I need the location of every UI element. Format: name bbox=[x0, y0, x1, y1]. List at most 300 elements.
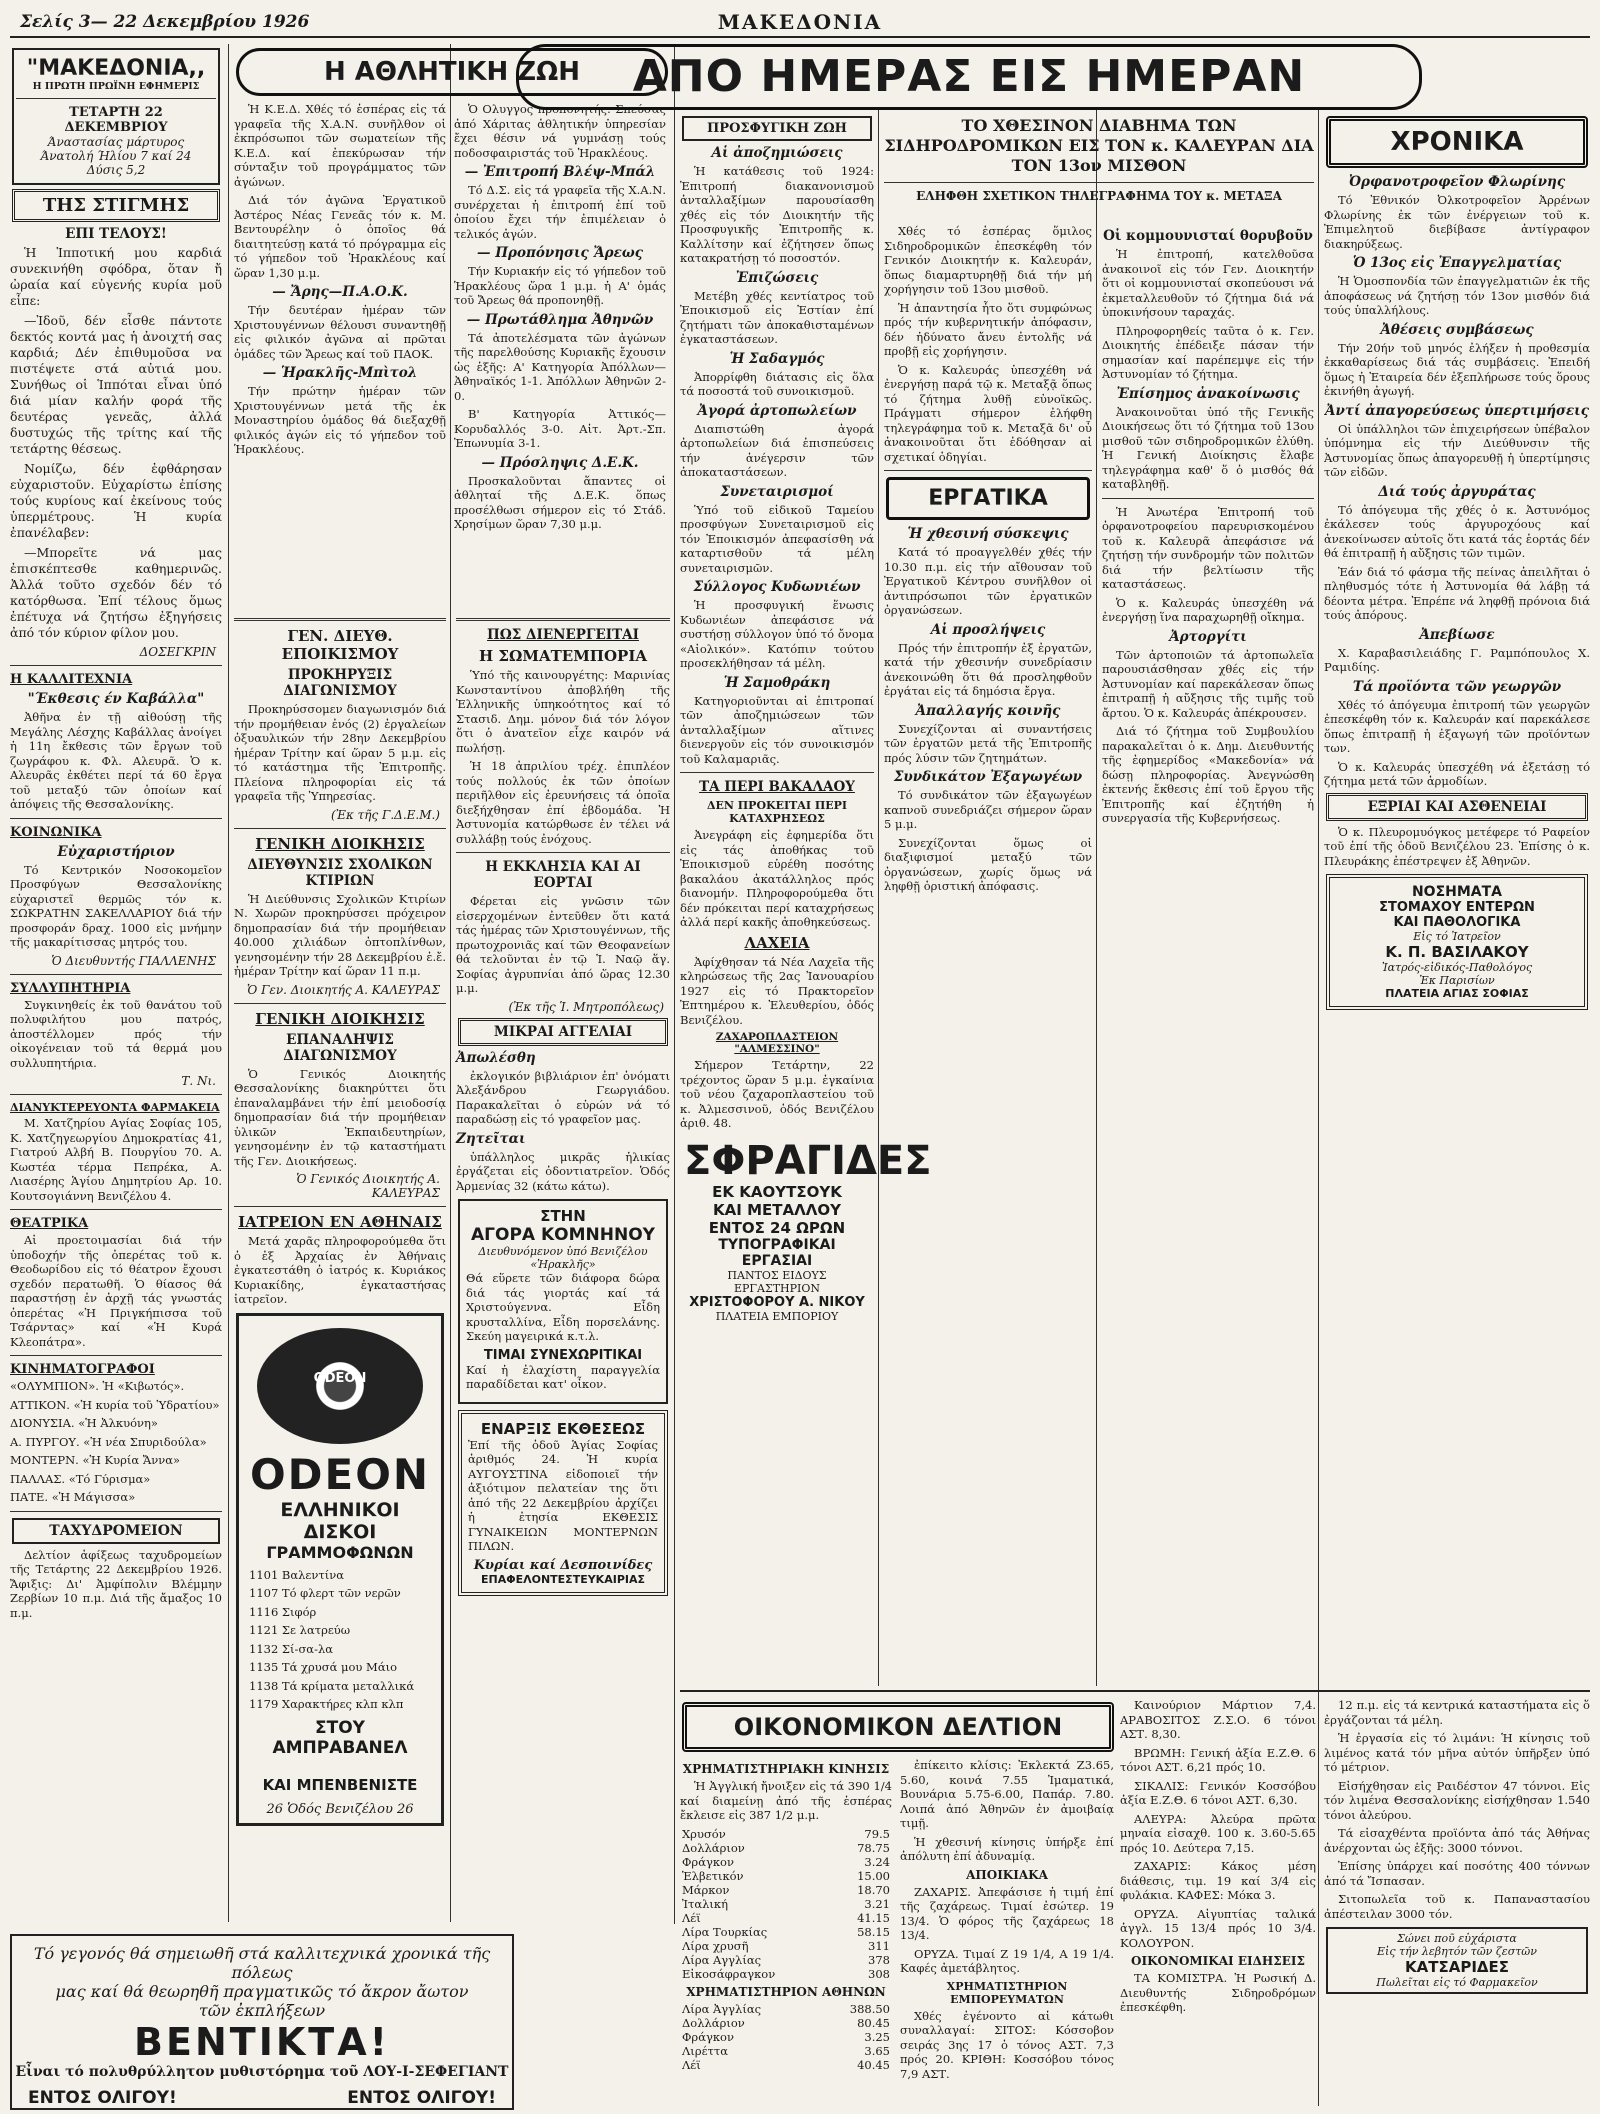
commodity-text: ΣΙΚΑΛΙΣ: Γενικόν Κοσσόβου ἀξία Ε.Ζ.Θ. 6 τόνοι ΑΣΤ. 6,30. bbox=[1120, 1778, 1316, 1807]
classifieds-heading: ΜΙΚΡΑΙ ΑΓΓΕΛΙΑΙ bbox=[493, 1023, 633, 1040]
postal-heading: ΤΑΧΥΔΡΟΜΕΙΟΝ bbox=[12, 1518, 220, 1544]
rate-name: Δολλάριον bbox=[682, 1840, 745, 1855]
venticta-line: Τό γεγονός θά σημειωθῆ στά καλλιτεχνικά χρονικά τῆς πόλεως bbox=[33, 1944, 491, 1982]
bakers-text: Τῶν ἀρτοποιῶν τά ἀρτοπωλεῖα παρουσιάσθησαν χθές εἰς τήν Ἀστυνομίαν καί παρεκάλεσαν ὅπως ἐπιτραπῇ ἡ αὔξησις τῆς τιμῆς τοῦ ἄρτου. Ὁ κ. Καλευράς ἀπέκρουσεν. bbox=[1102, 647, 1314, 720]
church-text: Φέρεται εἰς γνῶσιν τῶν εἰσερχομένων ἐντεῦθεν ὅτι κατά τάς ἡμέρας τῶν Χριστουγέννων, τῆς πρωτοχρονιᾶς καί τῶν Θεοφανείων θά τελοῦνται ἐν τῷ Ἱ. Ναῷ ἅγ. Σοφίας ἀγρυπνίαι ἀπό ὥρας 12.30 μ.μ. bbox=[456, 894, 670, 995]
notice-signature: Ὁ Γεν. Διοικητής Α. ΚΑΛΕΥΡΑΣ bbox=[246, 982, 440, 997]
rate-value: 308 bbox=[868, 1966, 890, 1981]
wanted-heading: Ζητεῖται bbox=[456, 1130, 526, 1147]
arts-subheading: "Έκθεσις έν Καβάλλα" bbox=[27, 691, 205, 707]
column-rule bbox=[228, 44, 229, 1922]
athletic-text: Ἡ Κ.Ε.Δ. Χθές τό ἑσπέρας εἰς τά γραφεῖα τῆς Χ.Α.Ν. συνῆλθον οἱ ἐκπρόσωποι τῶν σωματείων τῆς Κ.Ε.Δ. καί ἐπεκύρωσαν τήν σύνταξιν τοῦ προγράμματος τῶν ἀγώνων. bbox=[234, 102, 446, 189]
stamps-line: ΠΑΝΤΟΣ ΕΙΔΟΥΣ bbox=[727, 1268, 827, 1282]
doctor-line: ΣΤΟΜΑΧΟΥ ΕΝΤΕΡΩΝ bbox=[1379, 900, 1535, 915]
notice-text: Προκηρύσσομεν διαγωνισμόν διά τήν προμήθειαν ἐνός (2) ἐργαλείων ὀξυαυλικών τήν 28ην Δεκεμβρίου ἡμέραν Τρίτην καί ὥραν 5 μ.μ. εἰς τό κατάστημα τῆς Ἐπιτροπῆς. Πλείονα πληροφορίαι εἰς τά γραφεῖα τῆς Ὑπηρεσίας. bbox=[234, 702, 446, 803]
notice-signature: (Ἐκ τῆς Γ.Δ.Ε.Μ.) bbox=[331, 807, 440, 822]
rate-name: Λίρα Ἀγγλίας bbox=[682, 2001, 762, 2016]
trade-heading: Η ΣΩΜΑΤΕΜΠΟΡΙΑ bbox=[479, 647, 647, 665]
condolences-text: Συγκινηθείς ἐκ τοῦ θανάτου τοῦ πολυφιλήτου μου πατρός, ἀποστέλλομεν πρός τήν οἰκογένειαν τοῦ τά θερμά μου συλλυπητήρια. bbox=[10, 997, 222, 1070]
cinema-heading: ΚΙΝΗΜΑΤΟΓΡΑΦΟΙ bbox=[10, 1362, 155, 1377]
rate-value: 58.15 bbox=[857, 1924, 890, 1939]
communists-heading: Οἱ κομμουνισταί θορυβοῦν bbox=[1103, 228, 1313, 244]
doctor-address: ΠΛΑΤΕΙΑ ΑΓΙΑΣ ΣΟΦΙΑΣ bbox=[1385, 987, 1529, 1000]
goods-exchange-heading: ΧΡΗΜΑΤΙΣΤΗΡΙΟΝ ΕΜΠΟΡΕΥΜΑΤΩΝ bbox=[946, 1979, 1068, 2006]
stigmi-text: Νομίζω, δέν ἐφθάρησαν εὐχαριστοῦν. Εὐχαρίστω ἐπίσης τούς κυρίους καί ἐκείνους τούς ὑπερμέτρους. Ἡ κυρία ἐπανέλαβεν: bbox=[10, 461, 222, 540]
athletic-text: Τό Δ.Σ. εἰς τά γραφεῖα τῆς Χ.Α.Ν. συνέρχεται ἡ ἐπιτροπή ἐπί τοῦ ὁποίου ἔχει τήν ἐπιμέλειαν ὁ τελικός ἀγών. bbox=[454, 183, 666, 241]
lottery-heading: ΛΑΧΕΙΑ bbox=[744, 933, 810, 952]
economic-divider bbox=[680, 1690, 1590, 1692]
rate-name: Ἰταλική bbox=[682, 1896, 728, 1911]
cinema-item: ΑΤΤΙΚΟΝ. «Ἡ κυρία τοῦ Ὑδρατίου» bbox=[10, 1397, 220, 1412]
athletic-right bbox=[454, 102, 666, 536]
cinema-item: ΔΙΟΝΥΣΙΑ. «Ἡ Ἀλκυόνη» bbox=[10, 1416, 158, 1430]
chronicles-subheading: Ἀπεβίωσε bbox=[1419, 626, 1495, 643]
record-item: 1179 Χαρακτήρες κλπ κλπ bbox=[249, 1697, 404, 1711]
athletic-title: Η ΑΘΛΗΤΙΚΗ ΖΩΗ bbox=[236, 48, 668, 96]
announcement-text: Ἀνακοινοῦται ὑπό τῆς Γενικῆς Διοικήσεως ὅτι τό ζήτημα τοῦ 13ου μισθοῦ τῶν σιδηροδρομικῶν ἐλύθη. Ἡ Γενική Διοίκησις ἔλαβε τηλεγράφημα καθ' ὅ ὁ μισθός θά καταβληθῇ. bbox=[1102, 404, 1314, 491]
cinema-item: Α. ΠΥΡΓΟΥ. «Ἡ νέα Σπυριδούλα» bbox=[10, 1434, 207, 1449]
railway-headline bbox=[884, 112, 1314, 232]
director-text: Διά τό ζήτημα τοῦ Συμβουλίου παρακαλεῖται ὁ κ. Δημ. Διευθυντής τῆς ἐφημερίδος «Μακεδονία» νά δώσῃ πληροφορίας. Ἀνεγνώσθη ἐκτενής ἔκθεσις ἐπί τοῦ ἔργου τῆς Ἐπιτροπῆς καί ἐζητήθη ἡ συνεργασία τῆς Κυβερνήσεως. bbox=[1102, 724, 1314, 825]
port-text: 12 π.μ. εἰς τά κεντρικά καταστήματα εἰς ὅ ἐργάζονται τά μέλη. bbox=[1324, 1698, 1590, 1727]
travels-text: Ὁ κ. Πλευρομυόγκος μετέφερε τό Ραφείον τοῦ ἐπί τῆς ὁδοῦ Βενιζέλου 23. Ἐπίσης ὁ κ. Πλευράκης ἐπέστρεψεν ἐξ Ἀθηνῶν. bbox=[1324, 824, 1590, 868]
chronicles-text: Οἱ ὑπάλληλοι τῶν ἐπιχειρήσεων ὑπέβαλον ὑπόμνημα εἰς τήν Διεύθυνσιν τῆς Ἀστυνομίας ὅπως ἀπαγορευθῇ ἡ ὑπερτίμησις τῶν εἰδῶν. bbox=[1324, 421, 1590, 479]
rate-name: Λίρα Αγγλίας bbox=[682, 1952, 762, 1967]
exhibition-footer: Κυρίαι καί Δεσποινίδες bbox=[473, 1557, 653, 1573]
notice-text: Ἡ Διεύθυνσις Σχολικῶν Κτιρίων Ν. Χωρῶν προκηρύσσει πρόχειρον δημοπρασίαν διά τήν προμήθειαν 40.000 χιλιάδων ὀπτοπλίνθων, γενησομένην τήν 28 Δεκεμβρίου ἐ.ἔ. ἡμέραν Τρίτην καί ὥραν 11 π.μ. bbox=[234, 891, 446, 978]
refugee-text: Ἀπορρίφθη διάτασις εἰς ὅλα τά ποσοστά τοῦ συνοικισμοῦ. bbox=[680, 369, 874, 398]
record-item: 1101 Βαλεντίνα bbox=[249, 1567, 345, 1582]
notice-heading: ΙΑΤΡΕΙΟΝ ΕΝ ΑΘΗΝΑΙΣ bbox=[238, 1213, 442, 1231]
venticta-line: τῶν ἐκπλήξεων bbox=[198, 2001, 326, 2020]
labour-subheading: Ἡ χθεσινή σύσκεψις bbox=[907, 526, 1069, 542]
refugee-text: Διαπιστώθη ἀγορά ἀρτοπωλείων διά ἐπισπεύσεις τήν ἀνέγερσιν τῶν ἀποκαταστάσεων. bbox=[680, 421, 874, 479]
edition-day: ΤΕΤΑΡΤΗ 22 ΔΕΚΕΜΒΡΙΟΥ bbox=[64, 105, 168, 135]
rate-value: 3.25 bbox=[864, 2029, 890, 2044]
rate-row bbox=[680, 1925, 892, 1939]
social-signature: Ὁ Διευθυντής ΓΙΑΛΛΕΝΗΣ bbox=[51, 953, 216, 968]
cinema-item: ΜΟΝΤΕΡΝ. «Ἡ Κυρία Ἄννα» bbox=[10, 1453, 181, 1467]
rate-name: Δολλάριον bbox=[682, 2015, 745, 2030]
odeon-subtitle: ΕΛΛΗΝΙΚΟΙ ΔΙΣΚΟΙ bbox=[280, 1498, 400, 1543]
commodity-text: ΟΡΥΖΑ. Αἰγυπτίας ταλικά ἀγγλ. 15 13/4 πρός 10 3/4. ΚΟΛΟΥΡΟΝ. bbox=[1120, 1906, 1316, 1950]
railway-heading: ΤΟ ΧΘΕΣΙΝΟΝ ΔΙΑΒΗΜΑ ΤΩΝ ΣΙΔΗΡΟΔΡΟΜΙΚΩΝ ΕΙΣ ΤΟΝ κ. ΚΑΛΕΥΡΑΝ ΔΙΑ ΤΟΝ 13ον ΜΙΣΘΟΝ bbox=[884, 116, 1314, 175]
rate-row bbox=[680, 1897, 892, 1911]
church-signature: (Ἐκ τῆς Ἱ. Μητροπόλεως) bbox=[508, 999, 664, 1014]
venticta-title: ΒΕΝΤΙΚΤΑ! bbox=[134, 2020, 390, 2064]
column-rule bbox=[1318, 108, 1319, 2106]
patisserie-heading: ΖΑΧΑΡΟΠΛΑΣΤΕΙΟΝ "ΑΛΜΕΣΣΙΝΟ" bbox=[715, 1031, 839, 1055]
refugee-text: Μετέβη χθές κεντίατρος τοῦ Ἐποικισμοῦ εἰς Ἑστίαν ἐπί ζητήματι τῶν ἀποκαθισταμένων ἐγκαταστάσεων. bbox=[680, 288, 874, 346]
cod-heading: ΤΑ ΠΕΡΙ ΒΑΚΑΛΑΟΥ bbox=[699, 779, 855, 795]
rate-name: Λέϊ bbox=[682, 1910, 701, 1925]
rate-value: 41.15 bbox=[857, 1910, 890, 1925]
notice-text: Ὁ Γενικός Διοικητής Θεσσαλονίκης διακηρύττει ὅτι ἐπαναλαμβάνει τήν ἐπί μειοδοσίᾳ δημοπρασίαν διά τήν προμήθειαν ὑλικῶν Ἐκπαιδευτηρίων, γενησομένην ἐν τῷ καταστήματι τῆς Γεν. Διοικήσεως. bbox=[234, 1066, 446, 1168]
refugee-text: Ὑπό τοῦ εἰδικοῦ Ταμείου προσφύγων Συνεταιρισμοῦ εἰς τόν Ἐποικισμόν ἀπεφασίσθη νά καταρτισθοῦν τά μέλη συνεταιρισμῶν. bbox=[680, 502, 874, 575]
rate-name: Χρυσόν bbox=[682, 1826, 726, 1841]
doctor-line: ΚΑΙ ΠΑΘΟΛΟΓΙΚΑ bbox=[1393, 915, 1521, 930]
chronicles-text: Χθές τό ἀπόγευμα ἐπιτροπή τῶν γεωργῶν ἐπεσκέφθη τόν κ. Καλευράν καί παρεκάλεσε ὅπως ἐπιτραπῇ ἡ ἐξαγωγή τῶν προϊόντων των. bbox=[1324, 697, 1590, 755]
rate-value: 3.21 bbox=[864, 1896, 890, 1911]
rate-row bbox=[680, 2058, 892, 2072]
stigmi-text: Ἡ Ἱπποτική μου καρδιά συνεκινήθη σφόδρα, ὅταν ἤ ὠραία καί εὐγενής κυρία μοῦ εἶπε: bbox=[10, 245, 222, 308]
notice-heading: ΓΕΝ. ΔΙΕΥΘ. ΕΠΟΙΚΙΣΜΟΥ bbox=[281, 627, 399, 663]
record-item: 1116 Σιφόρ bbox=[249, 1604, 317, 1619]
wanted-text: ὑπάλληλος μικρᾶς ἡλικίας ἐργάζεται εἰς ὀδοντιατρεῖον. Ὁδός Ἀρμενίας 32 (κάτω κάτω). bbox=[456, 1149, 670, 1193]
athens-heading: ΧΡΗΜΑΤΙΣΤΗΡΙΟΝ ΑΘΗΝΩΝ bbox=[686, 1984, 886, 1999]
chronicles-subheading: Τά προϊόντα τῶν γεωργῶν bbox=[1352, 678, 1562, 695]
orphanage-text: Ἡ Ἀνωτέρα Ἐπιτροπή τοῦ ὀρφανοτροφείου παρευρισκομένου τοῦ κ. Καλευρᾶ ἀπεφάσισε νά ζητήσῃ τήν συνδρομήν τῶν πολιτῶν διά τήν βελτίωσιν τῆς καταστάσεως. bbox=[1102, 504, 1314, 591]
cinema-item: «ΟΛΥΜΠΙΟΝ». Ἡ «Κιβωτός». bbox=[10, 1379, 185, 1393]
refugee-text: Ἡ κατάθεσις τοῦ 1924: Ἐπιτροπή διακανονισμοῦ ἀνταλλαξίμων παρουσίασθη χθές εἰς τόν Διοικητήν τῆς Προσφυγικῆς Ἐπιτροπῆς κ. Καλλίτσην καί ἐζήτησεν ὅπως κατακρατήσῃ τό ποσοστόν. bbox=[680, 164, 874, 265]
rate-row bbox=[680, 2002, 892, 2016]
stamps-line: ΚΑΙ ΜΕΤΑΛΛΟΥ bbox=[713, 1200, 841, 1219]
chronicles-subheading: Διά τούς ἀργυράτας bbox=[1378, 483, 1536, 500]
rate-value: 311 bbox=[868, 1938, 890, 1953]
refugee-subheading: Σύλλογος Κυδωνιέων bbox=[693, 579, 861, 595]
economic-left bbox=[680, 1758, 892, 2085]
port-text: Σιτοπωλεῖα τοῦ κ. Παπαναστασίου ἀπέστειλαν 3000 τόν. bbox=[1324, 1892, 1590, 1921]
newspaper-page bbox=[10, 8, 1590, 2106]
lost-text: ἐκλογικόν βιβλιάριον ἐπ' ὀνόματι Ἀλεξάνδρου Γεωργιάδου. Παρακαλεῖται ὁ εὑρών νά τό παραδώσῃ εἰς τό γραφεῖον μας. bbox=[456, 1068, 670, 1126]
athletic-text: Τήν δευτέραν ἡμέραν τῶν Χριστουγέννων θέλουσι συναντηθῇ εἰς φιλικόν ἀγῶνα αἱ πρῶται ὁμάδες τῶν Ἄρεως καί τοῦ ΠΑΟΚ. bbox=[234, 303, 446, 361]
stamps-line: ΧΡΙΣΤΟΦΟΡΟΥ Α. ΝΙΚΟΥ bbox=[689, 1294, 865, 1310]
rate-value: 40.45 bbox=[857, 2057, 890, 2072]
rate-row bbox=[680, 2044, 892, 2058]
railway-text: Ἡ ἀπαντησία ἦτο ὅτι συμφώνως πρός τήν κυβερνητικήν ἀπόφασιν, δέν ἠδύνατο ἄνευ ἐντολῆς νά προβῇ εἰς χορήγησιν. bbox=[884, 300, 1092, 358]
rate-value: 78.75 bbox=[857, 1840, 890, 1855]
stamps-line: ΕΡΓΑΣΤΗΡΙΟΝ bbox=[733, 1281, 821, 1295]
rate-row bbox=[680, 2016, 892, 2030]
odeon-title: ODEON bbox=[249, 1449, 431, 1499]
rate-value: 388.50 bbox=[849, 2001, 890, 2016]
cod-subheading: ΔΕΝ ΠΡΟΚΕΙΤΑΙ ΠΕΡΙ ΚΑΤΑΧΡΗΣΕΩΣ bbox=[706, 799, 848, 825]
cockroach-line: Εἰς τήν λεβητόν τῶν ζεστῶν bbox=[1377, 1945, 1537, 1958]
agora-text: Θά εὕρετε τῶν διάφορα δώρα διά τάς γιορτάς καί τά Χριστούγεννα. Εἶδη κρυσταλλίνα, Εἶδη πορσελάνης. Σκεύη μαγειρικά κ.τ.λ. bbox=[466, 1271, 660, 1343]
athletic-text: Β' Κατηγορία Ἀττικός—Κορυδαλλός 3-0. Αἰτ. Ἀρτ.-Σπ. Ἐπωνυμία 3-1. bbox=[454, 407, 666, 450]
commodity-text: Καινούριον Μάρτιον 7,4. ΑΡΑΒΟΣΙΤΟΣ Ζ.Σ.Ο. 6 τόνοι ΑΣΤ. 8,30. bbox=[1120, 1698, 1316, 1741]
cockroach-line: Σώνει ποῦ εὐχάριστα bbox=[1397, 1932, 1517, 1945]
communists-text: Ἡ ἐπιτροπή, κατελθοῦσα ἀνακοινοῖ εἰς τόν Γεν. Διοικητήν ὅτι οἱ κομμουνισταί σκοπεύουσι νά ἐκμεταλλευθοῦν τό ζήτημα διά νά ὑποκινήσουν ταραχάς. bbox=[1102, 247, 1314, 319]
stamps-line: ΠΛΑΤΕΙΑ ΕΜΠΟΡΙΟΥ bbox=[715, 1309, 839, 1323]
exhibition-ad bbox=[458, 1410, 668, 1596]
athletic-columns bbox=[234, 102, 670, 536]
athletic-subhead: — Ἐπιτροπή Βλέψ-Μπάλ bbox=[464, 164, 656, 180]
rate-name: Λέϊ bbox=[682, 2057, 701, 2072]
doctor-ad bbox=[1326, 874, 1588, 1010]
rate-row bbox=[680, 1939, 892, 1953]
rate-name: Εἰκοσάφραγκον bbox=[682, 1966, 776, 1981]
masthead bbox=[10, 8, 1590, 38]
commodity-text: ΖΑΧΑΡΙΣ: Κάκος μέση διάθεσις, τιμ. 19 καί 3/4 εἰς φυλάκια. ΚΑΦΕΣ: Μόκα 3. bbox=[1120, 1859, 1316, 1902]
rate-value: 80.45 bbox=[857, 2015, 890, 2030]
column-rule bbox=[674, 44, 675, 1924]
day-to-day-title: ΑΠΟ ΗΜΕΡΑΣ ΕΙΣ ΗΜΕΡΑΝ bbox=[516, 44, 1422, 110]
condolences-heading: ΣΥΛΛΥΠΗΤΗΡΙΑ bbox=[10, 980, 131, 996]
rate-name: Λιρέττα bbox=[682, 2043, 729, 2058]
chronicles-text: Χ. Καραβασιλειάδης Γ. Ραμπόπουλος Χ. Ραμιδίης. bbox=[1324, 645, 1590, 674]
orphanage-text: Ὁ κ. Καλευράς ὑπεσχέθη νά ἐνεργήσῃ ἵνα παραχωρηθῇ οἴκημα. bbox=[1102, 595, 1314, 624]
edition-box bbox=[12, 48, 220, 185]
refugee-subheading: Ἡ Σαδαγμός bbox=[729, 350, 825, 367]
record-list bbox=[249, 1568, 431, 1712]
chronicles-text: Τό Ἐθνικόν Ὀλκοτροφεῖον Ἀρρένων Φλωρίνης ἐκ τῶν ἐνέργειων τοῦ κ. Ἐπιμελητοῦ διεβίβασε ἀντίγραφον διακηρύξεως. bbox=[1324, 193, 1590, 251]
economic-column-3 bbox=[1324, 1698, 1590, 2106]
rate-row bbox=[680, 1841, 892, 1855]
notice-heading: ΓΕΝΙΚΗ ΔΙΟΙΚΗΣΙΣ bbox=[255, 1009, 425, 1028]
notice-signature: Ὁ Γενικός Διοικητής Α. ΚΑΛΕΥΡΑΣ bbox=[296, 1172, 440, 1200]
railway-text: Ὁ κ. Καλευράς ὑπεσχέθη νά ἐνεργήσῃ παρά τῷ κ. Μεταξᾷ ὅπως τό ζήτημα λυθῇ εὐνοϊκῶς. Πράγματι σήμερον ἐλήφθη τηλεγράφημα τοῦ κ. Μεταξᾶ δι' οὗ ἀνακοινοῦται ὅτι ἐδόθησαν αἱ σχετικαί ὁδηγίαι. bbox=[884, 362, 1092, 464]
stock-text: Ἡ Ἀγγλική ἤνοιξεν εἰς τά 390 1/4 καί διαμείνῃ ἀπό τῆς ἑσπέρας ἔκλεισε εἰς 387 1/2 μ.μ. bbox=[680, 1779, 892, 1822]
rate-row bbox=[680, 1953, 892, 1967]
economic-title: ΟΙΚΟΝΟΜΙΚΟΝ ΔΕΛΤΙΟΝ bbox=[682, 1702, 1114, 1752]
chronicles-text: Τό ἀπόγευμα τῆς χθές ὁ κ. Ἀστυνόμος ἐκάλεσεν τούς ἀργυροχόους καί ἀνεκοίνωσεν αὐτοῖς ὅτι κατά τάς ἑορτάς δέν θά ἐπιτραπῇ ἡ αὔξησις τῶν τιμῶν. bbox=[1324, 502, 1590, 560]
column-rule bbox=[1096, 108, 1097, 1686]
column-notices bbox=[234, 612, 446, 1924]
refugee-text: Κατηγοριοῦνται αἱ ἐπιτροπαί τῶν ἀποζημιώσεων τῶν ἀνταλλαξίμων αἵτινες διενεργοῦν εἰς τόν συνοικισμόν τοῦ Καλαμαριᾶς. bbox=[680, 693, 874, 766]
labour-subheading: Αἱ προσλήψεις bbox=[930, 621, 1046, 638]
rate-name: Ἑλβετικόν bbox=[682, 1868, 744, 1883]
commodity-text: ΤΑ ΚΟΜΙΣΤΡΑ. Ἡ Ρωσική Δ. Διευθυντής Σιδηροδρόμων ἐπεσκέφθη. bbox=[1120, 1971, 1316, 2014]
stamps-line: ΤΥΠΟΓΡΑΦΙΚΑΙ ΕΡΓΑΣΙΑΙ bbox=[718, 1236, 836, 1269]
port-text: Τά εἰσαχθέντα προϊόντα ἀπό τάς Ἀθήνας ἀνέρχονται ὡς ἑξῆς: 3000 τόννοι. bbox=[1324, 1826, 1590, 1855]
chronicles-text: Ἐάν διά τό φάσμα τῆς πείνας ἀπειλῆται ὁ πληθυσμός τότε ἡ Ἀστυνομία θά λάβῃ τά δέοντα μέτρα. Ἐπρέπε νά ληφθῇ πρόνοια διά τούς ἀπόρους. bbox=[1324, 564, 1590, 622]
labour-text: Πρός τήν ἐπιτροπήν ἐξ ἐργατῶν, κατά τήν χθεσινήν συνεδρίασιν ἀνεκοινώθη ὅτι θά προσληφθοῦν ἐργάται εἰς τά δημόσια ἔργα. bbox=[884, 640, 1092, 698]
column-chronicles bbox=[1324, 112, 1590, 1686]
rate-row bbox=[680, 2030, 892, 2044]
column-refugee bbox=[680, 112, 932, 1686]
cockroach-title: ΚΑΤΣΑΡΙΔΕΣ bbox=[1405, 1958, 1509, 1976]
odeon-ad bbox=[236, 1313, 444, 1826]
port-text: Εἰσήχθησαν εἰς Ραιδέστον 47 τόννοι. Εἰς τόν λιμένα Θεσσαλονίκης εἰσήχθησαν 1.540 τόνοι ἀλεύρου. bbox=[1324, 1778, 1590, 1822]
arts-heading: Η ΚΑΛΛΙΤΕΧΝΙΑ bbox=[10, 672, 133, 687]
trade-heading: ΠΩΣ ΔΙΕΝΕΡΓΕΙΤΑΙ bbox=[487, 627, 639, 643]
labour-text: Συνεχίζονται αἱ συναντήσεις τῶν ἐργατῶν μετά τῆς Ἐπιτροπῆς πρός λύσιν τῶν ζητημάτων. bbox=[884, 721, 1092, 765]
venticta-soon-left: ΕΝΤΟΣ ΟΛΙΓΟΥ! bbox=[28, 2088, 177, 2108]
athletic-subhead: — Προπόνησις Ἄρεως bbox=[477, 245, 643, 261]
rate-row bbox=[680, 1869, 892, 1883]
refugee-text: Ἡ προσφυγική ἕνωσις Κυδωνιέων ἀπεφάσισε νά συστήσῃ σύλλογον ὑπό τό ὄνομα «Αἰολικόν». Κατόπιν τούτου προσεκλήθησαν τά μέλη. bbox=[680, 598, 874, 670]
notice-heading: ΓΕΝΙΚΗ ΔΙΟΙΚΗΣΙΣ bbox=[255, 834, 425, 853]
cockroach-ad bbox=[1326, 1927, 1588, 1994]
stamps-ad bbox=[682, 1137, 932, 1325]
refugee-heading: ΠΡΟΣΦΥΓΙΚΗ ΖΩΗ bbox=[682, 116, 872, 141]
gramophone-record-icon bbox=[257, 1328, 423, 1444]
patisserie-text: Σήμερον Τετάρτην, 22 τρέχοντος ὥραν 5 μ.μ. ἐγκαίνια τοῦ νέου ζαχαροπλαστείου τοῦ κ. Ἀλμεσσινοῦ, ὁδός Βενιζέλου ἀριθ. 48. bbox=[680, 1058, 874, 1130]
notice-subheading: ΕΠΑΝΑΛΗΨΙΣ ΔΙΑΓΩΝΙΣΜΟΥ bbox=[283, 1031, 397, 1064]
odeon-subtitle: ΓΡΑΜΜΟΦΩΝΩΝ bbox=[266, 1542, 414, 1562]
paper-title: ΜΑΚΕΔΟΝΙΑ bbox=[717, 10, 883, 34]
saint-day: Άναστασίας μάρτυρος bbox=[47, 135, 185, 149]
venticta-ad bbox=[10, 1934, 514, 2110]
rate-row bbox=[680, 1827, 892, 1841]
labour-heading: ΕΡΓΑΤΙΚΑ bbox=[886, 477, 1090, 520]
cod-text: Ἀνεγράφη εἰς ἐφημερίδα ὅτι εἰς τάς ἀποθήκας τοῦ Ἐποικισμοῦ εὑρέθη ποσότης βακαλάου ἀκατάλληλος πρός διανομήν. Πληροφορούμεθα ὅτι δέν πρόκειται περί καταχρήσεως ἀλλά περί κακῆς ἀποθηκεύσεως. bbox=[680, 828, 874, 929]
notice-subheading: ΠΡΟΚΗΡΥΞΙΣ ΔΙΑΓΩΝΙΣΜΟΥ bbox=[283, 667, 397, 699]
rate-value: 3.24 bbox=[864, 1854, 890, 1869]
arts-text: Ἀθῆνα ἐν τῇ αἰθούσῃ τῆς Μεγάλης Λέσχης Καβάλλας ἀνοίγει ἡ 11η ἔκθεσις τῶν ἔργων τοῦ ζωγράφου κ. Φλ. Αλευρᾶ. Ὁ κ. Αλευρᾶς ἐκθέτει περί τά 60 ἔργα τοῦ μεταξύ τῶν ὁποίων καί ἀπόψεις τῆς Θεσσαλονίκης. bbox=[10, 710, 222, 811]
doctor-line: Εἰς τό Ἰατρεῖον bbox=[1413, 930, 1501, 943]
econ-news-heading: ΟΙΚΟΝΟΜΙΚΑΙ ΕΙΔΗΣΕΙΣ bbox=[1131, 1954, 1305, 1968]
athletic-text: Τά ἀποτελέσματα τῶν ἀγώνων τῆς παρελθούσης Κυριακῆς ἔχουσιν ὡς ἑξῆς: Α' Κατηγορία Ἀπόλλων—Ἀθηναϊκός 1-1. Ἀπόλλων Ἀθηνῶν 2-0. bbox=[454, 330, 666, 403]
record-label: ODEON bbox=[313, 1370, 367, 1386]
refugee-subheading: Ἀγορά ἀρτοπωλείων bbox=[697, 402, 857, 419]
refugee-subheading: Ἡ Σαμοθράκη bbox=[723, 674, 831, 691]
chronicles-text: Ὁ κ. Καλευράς ὑπεσχέθη νά ἐξετάσῃ τό ζήτημα μετά τῶν ἁρμοδίων. bbox=[1324, 759, 1590, 788]
notice-text: Μετά χαρᾶς πληροφορούμεθα ὅτι ὁ ἐξ Ἀρχαίας ἐν Ἀθήναις ἐγκατεστάθη ὁ ἰατρός κ. Κυριάκος Κυριακίδης, ἐγκαταστήσας ἰατρεῖον. bbox=[234, 1234, 446, 1306]
agora-delivery: Καί ἡ ἐλαχίστη παραγγελία παραδίδεται κατ' οἶκον. bbox=[466, 1362, 660, 1391]
cockroach-line: Πωλεῖται εἰς τό Φαρμακεῖον bbox=[1376, 1976, 1538, 1989]
edition-subtitle: Η ΠΡΩΤΗ ΠΡΩΪΝΗ ΕΦΗΜΕΡΙΣ bbox=[32, 81, 200, 92]
athletic-text: Ὁ Ολυγγος προπονητής. Σπεύσας ἀπό Χάριτας ἀθλητικήν ὑπηρεσίαν ἔχει θέσιν νά γυμνάσῃ τούς ποδοσφαιριστάς τοῦ Ἡρακλέους. bbox=[454, 102, 666, 160]
chronicles-subheading: Ὁ 13ος εἰς Ἐπαγγελματίας bbox=[1352, 255, 1562, 271]
store-address: 26 Ὁδός Βενιζέλου 26 bbox=[266, 1801, 414, 1817]
rate-name: Φράγκον bbox=[682, 1854, 734, 1869]
page-date: Σελίς 3— 22 Δεκεμβρίου 1926 bbox=[20, 12, 310, 32]
notice-subheading: ΔΙΕΥΘΥΝΣΙΣ ΣΧΟΛΙΚΩΝ ΚΤΙΡΙΩΝ bbox=[247, 856, 433, 889]
social-text: Τό Κεντρικόν Νοσοκομεῖον Προσφύγων Θεσσαλονίκης εὐχαριστεῖ θερμῶς τόν κ. ΣΩΚΡΑΤΗΝ ΣΑΚΕΛΛΑΡΙΟΥ διά τήν προσφοράν δραχ. 1000 εἰς μνήμην τῆς μακαρίτισσας μητρός του. bbox=[10, 862, 222, 949]
economic-column-2 bbox=[1120, 1698, 1316, 2106]
stigmi-text: —Ἰδοῦ, δέν εἶσθε πάντοτε δεκτός κοντά μας ἡ ἀνοιχτή σας καρδιά; Δέν ἐπιθυμοῦσα να πιστέψετε στά αὐτιά μου. Συνήθως οἱ Ἱππόται εἶναι ὑπό διά μίαν καλήν φορά τῆς δευτέρας γενεᾶς, ἀλλά δυστυχώς τῆς τρίτης καί τῆς τετάρτης θέσεως. bbox=[10, 313, 222, 456]
bakers-heading: Ἀρτοργίτι bbox=[1169, 628, 1247, 645]
rate-row bbox=[680, 1883, 892, 1897]
theatre-heading: ΘΕΑΤΡΙΚΑ bbox=[10, 1216, 89, 1231]
stigmi-title: ΤΗΣ ΣΤΙΓΜΗΣ bbox=[42, 195, 190, 216]
labour-subheading: Ἀπαλλαγής κοινῆς bbox=[915, 702, 1061, 719]
edition-title: "ΜΑΚΕΔΟΝΙΑ,, bbox=[26, 56, 206, 81]
labour-text: Συνεχίζονται ὅμως οἱ διαξιφισμοί μεταξύ τῶν ὀργανώσεων, χωρίς ὅμως νά ληφθῇ ὁριστική ἀπόφασις. bbox=[884, 835, 1092, 893]
agora-prices: ΤΙΜΑΙ ΣΥΝΕΧΩΡΙΤΙΚΑΙ bbox=[483, 1347, 643, 1363]
agora-title: ΑΓΟΡΑ ΚΟΜΝΗΝΟΥ bbox=[471, 1225, 655, 1245]
chronicles-text: Ἡ Ὁμοσπονδία τῶν ἐπαγγελματιῶν ἐκ τῆς ἀποφάσεως νά ζητήσῃ τόν 13ον μισθόν διά τούς ὑπαλλήλους. bbox=[1324, 274, 1590, 317]
stamps-line: ΕΝΤΟΣ 24 ΩΡΩΝ bbox=[708, 1218, 846, 1237]
athletic-text: Τήν πρώτην ἡμέραν τῶν Χριστουγέννων μετά τῆς ἐκ Μοναστηρίου ὁμάδος θά διεξαχθῇ φιλικός ἀγών εἰς τό γήπεδον τοῦ Ἡρακλέους. bbox=[234, 384, 446, 456]
commodity-text: ΑΛΕΥΡΑ: Ἀλεύρα πρῶτα μηναία εἰσαχθ. 100 κ. 3.60-5.65 πρός 10. Δεύτερα 7,15. bbox=[1120, 1811, 1316, 1855]
cinema-item: ΠΑΤΕ. «Ἡ Μάγισσα» bbox=[10, 1490, 136, 1504]
column-railway bbox=[884, 224, 1092, 1684]
rate-name: Λίρα χρυσῆ bbox=[682, 1938, 749, 1953]
exhibition-title: ΕΝΑΡΞΙΣ ΕΚΘΕΣΕΩΣ bbox=[480, 1419, 646, 1438]
column-communists bbox=[1102, 224, 1314, 1684]
commodity-text: ἐπίκειτο κλίσις: Ἐκλεκτά Ζ3.65, 5.60, κοινά 7.55 Ἰμαματικά, Βουνάρια 5.75-6.00, Παπάρ. 7.80. Λοιπά ἀπό Ἀθηνῶν ἐν ἀμοιβαίᾳ τιμῇ. bbox=[900, 1758, 1114, 1830]
travels-box bbox=[1326, 793, 1588, 821]
column-chronicle bbox=[10, 44, 222, 1924]
trade-text: Ἡ 18 ἀπριλίου τρέχ. ἐπιπλέον τούς πολλούς ἐκ τῶν ὁποίων περιῆλθον εἰς ἐρευνήσεις τά ὁποῖα διεξήχθησαν ἐπί ἑβδομάδα. Ἡ Ἀστυνομία κατώρθωσε ἐν τέλει νά συλλάβῃ τούς ἐνόχους. bbox=[456, 759, 670, 846]
stigmi-box bbox=[12, 189, 220, 222]
record-item: 1121 Σε λατρεύω bbox=[249, 1623, 351, 1637]
stigmi-subtitle: ΕΠΙ ΤΕΛΟΥΣ! bbox=[65, 226, 167, 242]
rate-value: 79.5 bbox=[864, 1826, 890, 1841]
record-item: 1132 Σί-σα-λα bbox=[249, 1641, 334, 1656]
commodity-text: ΒΡΩΜΗ: Γενική ἀξία Ε.Ζ.Θ. 6 τόνοι ΑΣΤ. 6,21 πρός 10. bbox=[1120, 1745, 1316, 1774]
travels-heading: ΕΞΡΙΑΙ ΚΑΙ ΑΣΘΕΝΕΙΑΙ bbox=[1367, 798, 1547, 815]
doctor-line: Ἰατρός-εἰδικός-Παθολόγος bbox=[1381, 961, 1533, 974]
commodity-text: ΟΡΥΖΑ. Τιμαί Ζ 19 1/4, Α 19 1/4. Καφές ἀμετάβλητος. bbox=[900, 1946, 1114, 1975]
condolences-signature: Τ. Νι. bbox=[181, 1074, 216, 1088]
cinema-list bbox=[10, 1379, 222, 1505]
rate-value: 18.70 bbox=[857, 1882, 890, 1897]
store-line: ΚΑΙ ΜΠΕΝΒΕΝΙΣΤΕ bbox=[262, 1775, 418, 1794]
commodity-text: Ἡ χθεσινή κίνησις ὑπήρξε ἐπί ἀπόλυτη ἐπί ἀδυναμίᾳ. bbox=[900, 1834, 1114, 1863]
refugee-subheading: Ἐπιζώσεις bbox=[735, 269, 819, 286]
cinema-item: ΠΑΛΛΑΣ. «Τό Γύρισμα» bbox=[10, 1471, 151, 1486]
rate-value: 3.65 bbox=[864, 2043, 890, 2058]
port-text: Ἡ ἐργασία εἰς τό λιμάνι: Ἡ κίνησις τοῦ λιμένος κατά τόν μῆνα αὐτόν ὑπῆρξεν ὑπό τό μέτριον. bbox=[1324, 1731, 1590, 1774]
doctor-name: Κ. Π. ΒΑΣΙΛΑΚΟΥ bbox=[1385, 943, 1529, 961]
pharmacies-text: Μ. Χατζηρίου Αγίας Σοφίας 105, Κ. Χατζηγεωργίου Δημοκρατίας 41, Γιατρού Αλβή Β. Πουργίου 70. Α. Κωστέα τέρμα Πεπρέκα, Α. Λιασέρης Ἁγίου Δημητρίου Αρ. 10. Κουτσογιάννη Βενιζέλου 4. bbox=[10, 1116, 222, 1203]
venticta-footer bbox=[28, 2088, 496, 2108]
economic-section bbox=[680, 1698, 1116, 2106]
church-heading: Η ΕΚΚΛΗΣΙΑ ΚΑΙ ΑΙ ΕΟΡΤΑΙ bbox=[485, 859, 641, 891]
agora-ad bbox=[458, 1199, 668, 1404]
rate-value: 15.00 bbox=[857, 1868, 890, 1883]
stamps-title: ΣΦΡΑΓΙΔΕΣ bbox=[684, 1137, 932, 1184]
athletic-left bbox=[234, 102, 446, 536]
athens-rates-table bbox=[680, 2002, 892, 2072]
economic-columns bbox=[680, 1758, 1116, 2085]
social-subheading: Εὐχαριστήριον bbox=[57, 843, 175, 860]
chronicles-subheading: Ὀρφανοτροφεῖον Φλωρίνης bbox=[1348, 174, 1566, 190]
rate-name: Φράγκον bbox=[682, 2029, 734, 2044]
sunrise: Άνατολή Ήλίου 7 καί 24 bbox=[40, 149, 192, 163]
athletic-subhead: — Ἄρης—Π.Α.Ο.Κ. bbox=[272, 284, 408, 300]
athletic-text: Προσκαλοῦνται ἅπαντες οἱ ἀθληταί τῆς Δ.Ε.Κ. ὅπως προσέλθωσι σήμερον εἰς τό Στάδ. Χρησίμων ὥραν 7,30 μ.μ. bbox=[454, 473, 666, 531]
commodity-text: Χθές ἐγένοντο αἱ κάτωθι συναλλαγαί: ΣΙΤΟΣ: Κόσσοβον σειράς 3ης 17 ὁ τόνος ΑΣΤ. 7,3 πρός 20. ΚΡΙΘΗ: Κοσσόβου τόνος 7,9 ΑΣΤ. bbox=[900, 2008, 1114, 2081]
commodity-text: ΖΑΧΑΡΙΣ. Ἀπεφάσισε ἡ τιμή ἐπί τῆς ζαχάρεως. Τιμαί ἐσώτερ. 19 13/4. Ὁ φόρος τῆς ζαχάρεως 18 13/4. bbox=[900, 1884, 1114, 1942]
doctor-line: Ἐκ Παρισίων bbox=[1419, 974, 1495, 987]
rate-row bbox=[680, 1911, 892, 1925]
stigmi-signature: ΔΟΣΕΓΚΡΙΝ bbox=[139, 645, 216, 659]
pharmacies-heading: ΔΙΑΝΥΚΤΕΡΕΥΟΝΤΑ ΦΑΡΜΑΚΕΙΑ bbox=[10, 1101, 220, 1114]
agora-note: Διευθυνόμενον ὑπό Βενιζέλου «Ἡρακλῆς» bbox=[478, 1245, 648, 1271]
port-text: Ἐπίσης ὑπάρχει καί ποσότης 400 τόννων ἀπό τά Ἴσπασαν. bbox=[1324, 1859, 1590, 1888]
venticta-line: μας καί θά θεωρηθῆ πραγματικῶς τό ἄκρον ἄωτον bbox=[55, 1982, 469, 2001]
announcement-heading: Ἐπίσημος ἀνακοίνωσις bbox=[1116, 385, 1300, 402]
rate-row bbox=[680, 1967, 892, 1981]
refugee-subheading: Συνεταιρισμοί bbox=[720, 483, 834, 500]
rates-table bbox=[680, 1827, 892, 1981]
rate-name: Λίρα Τουρκίας bbox=[682, 1924, 768, 1939]
colonial-heading: ΑΠΟΙΚΙΑΚΑ bbox=[966, 1867, 1048, 1882]
athletic-text: Διά τόν ἀγῶνα Ἐργατικοῦ Ἀστέρος Νέας Γενεᾶς τόν κ. Μ. Βεντουρέλην ὁ ὁποῖος θά διαιτητεύσῃ κατά τό πρόγραμμα εἰς τό γήπεδον τοῦ Ἡρακλέους καί ὥραν 1,30 μ.μ. bbox=[234, 193, 446, 280]
venticta-subtitle: Εἶναι τό πολυθρύλλητον μυθιστόρημα τοῦ ΛΟΥ-Ι-ΣΕΦΕΓΙΑΝΤ bbox=[15, 2064, 509, 2080]
postal-text: Δελτίον ἀφίξεως ταχυδρομείων τῆς Τετάρτης 22 Δεκεμβρίου 1926. Ἄφιξις: Δι' Ἀμφίπολιν Βλέμμην Ζερβίων 10 π.μ. Διά τῆς ἄμαξος 10 π.μ. bbox=[10, 1547, 222, 1620]
rate-name: Μάρκον bbox=[682, 1882, 730, 1897]
economic-right bbox=[900, 1758, 1114, 2085]
classifieds-box bbox=[458, 1018, 668, 1046]
column-rule bbox=[878, 108, 879, 1686]
record-item: 1135 Τά χρυσά μου Μάιο bbox=[249, 1660, 398, 1674]
stamps-line: ΕΚ ΚΑΟΥΤΣΟΥΚ bbox=[712, 1182, 842, 1201]
railway-subheading: ΕΛΗΦΘΗ ΣΧΕΤΙΚΟΝ ΤΗΛΕΓΡΑΦΗΜΑ ΤΟΥ κ. ΜΕΤΑΞΑ bbox=[916, 189, 1282, 203]
record-item: 1107 Τό φλερτ τῶν νερῶν bbox=[249, 1586, 401, 1600]
rate-row bbox=[680, 1855, 892, 1869]
stigmi-text: —Μπορεῖτε νά μας ἐπισκέπτεσθε καθημερινῶς. Ἀλλά τοῦτο σχεδόν δέν τό κατόρθωσα. Ἐπί τέλους ὅμως ἐπέτυχα νά ζητήσω ἐξηγήσεις ἀπό τόν κύριον φίλον μου. bbox=[10, 545, 222, 640]
lottery-text: Ἀφίχθησαν τά Νέα Λαχεῖα τῆς κληρώσεως τῆς 2ας Ἰανουαρίου 1927 εἰς τό Πρακτορεῖον Ἐπτημέρου κ. Ἐλευθερίου, ὁδός Βενιζέλου. bbox=[680, 954, 874, 1027]
record-item: 1138 Τά κρίματα μεταλλικά bbox=[249, 1678, 415, 1693]
athletic-section bbox=[234, 44, 670, 604]
social-heading: ΚΟΙΝΩΝΙΚΑ bbox=[10, 824, 102, 840]
chronicles-subheading: Ἀντί ἀπαγορεύσεως ὑπερτιμήσεις bbox=[1325, 402, 1589, 419]
labour-text: Κατά τό προαγγελθέν χθές τήν 10.30 π.μ. εἰς τήν αἴθουσαν τοῦ Ἐργατικοῦ Κέντρου συνῆλθον οἱ ἀντιπρόσωποι τῶν ἐργατικῶν ὀργανώσεων. bbox=[884, 545, 1092, 617]
lost-heading: Ἀπωλέσθη bbox=[456, 1049, 536, 1066]
athletic-subhead: — Πρόσληψις Δ.Ε.Κ. bbox=[481, 454, 639, 471]
sunset: Δύσις 5,2 bbox=[86, 163, 146, 177]
railway-text: Χθές τό ἑσπέρας ὅμιλος Σιδηροδρομικῶν ἐπεσκέφθη τόν Γενικόν Διοικητήν κ. Καλευράν, ὅπως διαμαρτυρηθῇ διά τήν μή χορήγησιν τοῦ 13ου μισθοῦ. bbox=[884, 224, 1092, 296]
labour-text: Τό συνδικάτον τῶν ἐξαγωγέων καπνοῦ συνεδριάζει σήμερον ὥραν 5 μ.μ. bbox=[884, 788, 1092, 831]
labour-subheading: Συνδικάτον Ἐξαγωγέων bbox=[893, 769, 1083, 785]
chronicles-text: Τήν 20ήν τοῦ μηνός ἐλήξεν ἡ προθεσμία ἐκκαθαρίσεως διά τάς συμβάσεις. Ἐπειδή ὅμως ἡ Ἐταιρεία δέν ἐξεπλήρωσε τούς ὅρους ἐκινήθη ἀγωγή. bbox=[1324, 340, 1590, 398]
